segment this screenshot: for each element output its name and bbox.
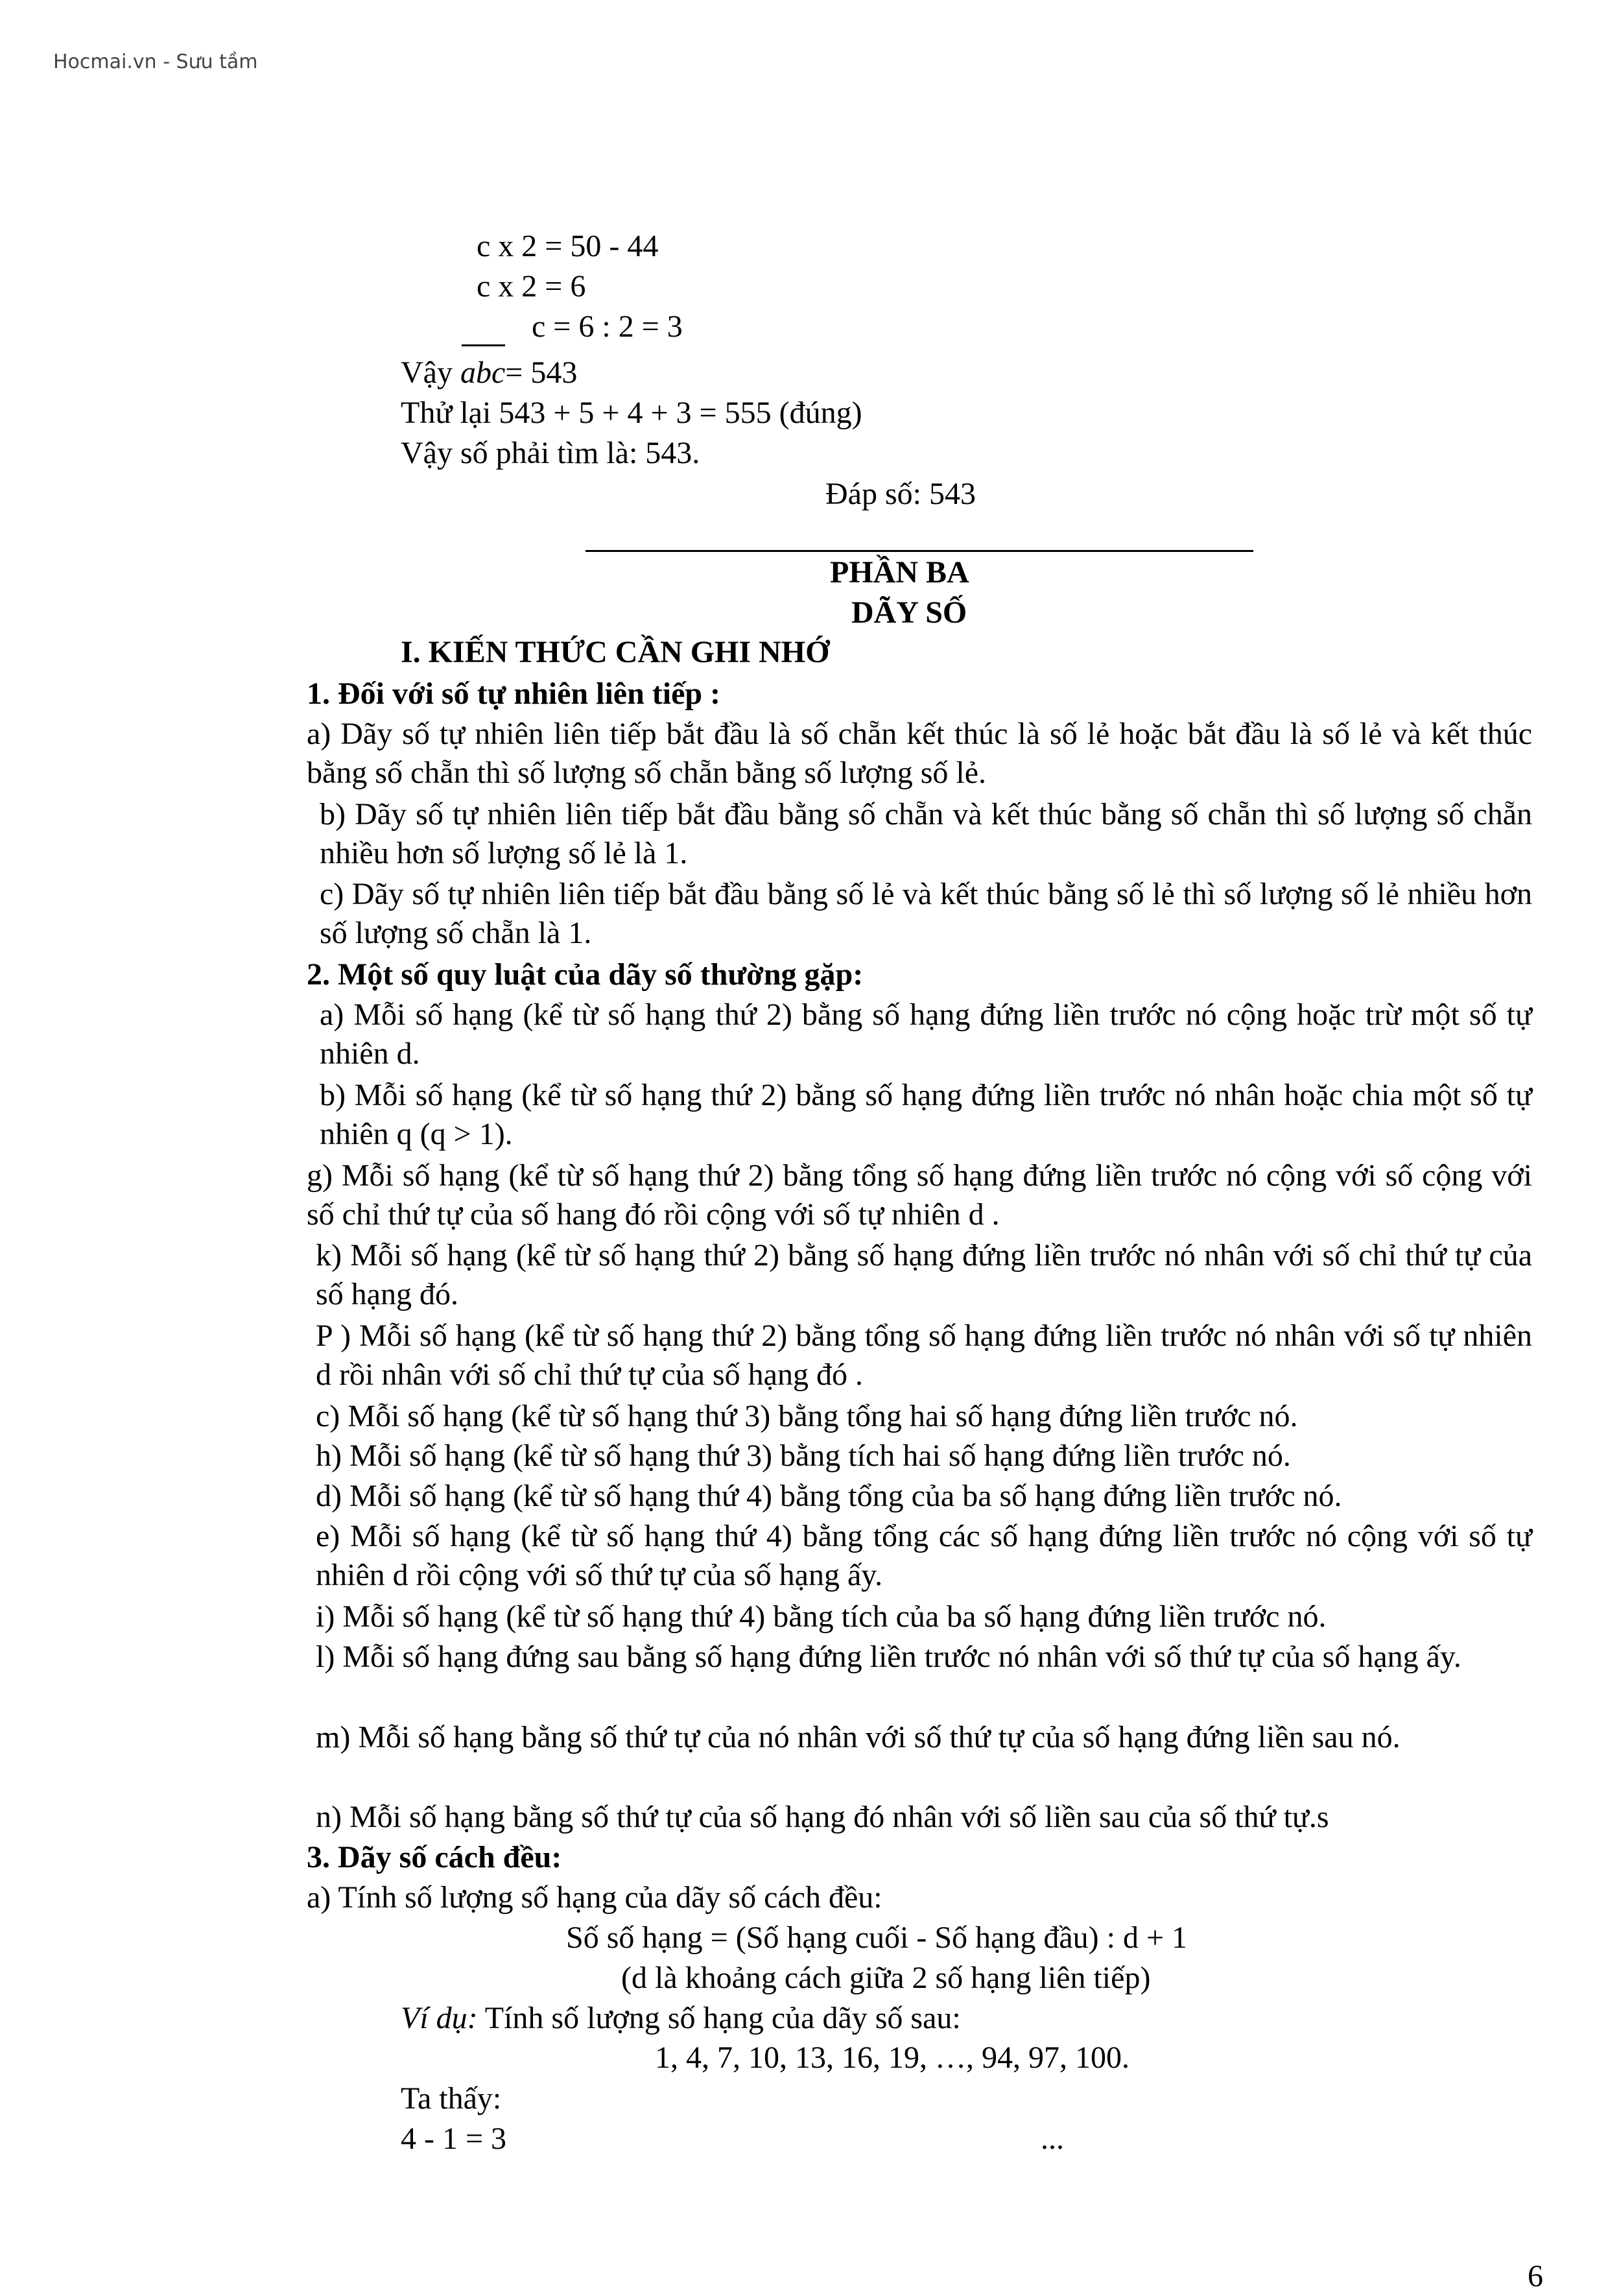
example-label: Ví dụ: — [401, 2001, 478, 2035]
page-header: Hocmai.vn - Sưu tầm — [53, 51, 258, 73]
s3-example: Ví dụ: Tính số lượng số hạng của dãy số sau: — [401, 2001, 961, 2035]
s1-item-b: b) Dãy số tự nhiên liên tiếp bắt đầu bằng số chẵn và kết thúc bằng số chẵn thì số lượng số chẵn nhiều hơn số lượng số lẻ là 1. — [320, 797, 1532, 870]
calc-line-3: c = 6 : 2 = 3 — [532, 309, 683, 344]
s3-item-a: a) Tính số lượng số hạng của dãy số cách đều: — [307, 1880, 882, 1915]
abc-overlined: abc — [460, 353, 505, 392]
s2-item-a: a) Mỗi số hạng (kể từ số hạng thứ 2) bằng số hạng đứng liền trước nó cộng hoặc trừ một số tự nhiên d. — [320, 998, 1532, 1071]
s3-ta-thay: Ta thấy: — [401, 2081, 502, 2116]
s1-heading: 1. Đối với số tự nhiên liên tiếp : — [307, 676, 721, 711]
s3-sequence: 1, 4, 7, 10, 13, 16, 19, …, 94, 97, 100. — [655, 2040, 1129, 2075]
check-line: Thử lại 543 + 5 + 4 + 3 = 555 (đúng) — [401, 396, 862, 430]
page-number: 6 — [1528, 2259, 1543, 2293]
s2-heading: 2. Một số quy luật của dãy số thường gặp: — [307, 957, 864, 992]
s1-item-c: c) Dãy số tự nhiên liên tiếp bắt đầu bằng số lẻ và kết thúc bằng số lẻ thì số lượng số lẻ nhiều hơn số lượng số chẵn là 1. — [320, 877, 1532, 950]
s3-formula-note: (d là khoảng cách giữa 2 số hạng liên tiếp) — [621, 1961, 1151, 1995]
section-divider — [585, 550, 1253, 552]
s3-heading: 3. Dãy số cách đều: — [307, 1840, 562, 1874]
s1-item-a: a) Dãy số tự nhiên liên tiếp bắt đầu là số chẵn kết thúc là số lẻ hoặc bắt đầu là số lẻ và kết thúc bằng số chẵn thì số lượng số chẵn bằng số lượng số lẻ. — [307, 717, 1532, 790]
s2-item-n: n) Mỗi số hạng bằng số thứ tự của số hạng đó nhân với số liền sau của số thứ tự.s — [316, 1800, 1329, 1834]
s2-item-b: b) Mỗi số hạng (kể từ số hạng thứ 2) bằng số hạng đứng liền trước nó nhân hoặc chia một số tự nhiên q (q > 1). — [320, 1078, 1532, 1151]
s3-difference: 4 - 1 = 3 — [401, 2122, 507, 2156]
s2-item-m: m) Mỗi số hạng bằng số thứ tự của nó nhân với số thứ tự của số hạng đứng liền sau nó. — [316, 1720, 1401, 1754]
s2-item-c: c) Mỗi số hạng (kể từ số hạng thứ 3) bằng tổng hai số hạng đứng liền trước nó. — [316, 1399, 1298, 1433]
s2-item-l: l) Mỗi số hạng đứng sau bằng số hạng đứng liền trước nó nhân với số thứ tự của số hạng ấy. — [316, 1640, 1461, 1674]
part-title: PHẦN BA — [830, 555, 969, 590]
section-heading: I. KIẾN THỨC CẦN GHI NHỚ — [401, 635, 830, 669]
s2-item-k: k) Mỗi số hạng (kể từ số hạng thứ 2) bằng số hạng đứng liền trước nó nhân với số chỉ thứ tự của số hạng đó. — [316, 1238, 1532, 1311]
s3-ellipsis: ... — [1041, 2122, 1064, 2156]
calc-line-2: c x 2 = 6 — [477, 269, 586, 304]
s2-item-e: e) Mỗi số hạng (kể từ số hạng thứ 4) bằng tổng các số hạng đứng liền trước nó cộng với số tự nhiên d rồi cộng với số thứ tự của số hạng ấy. — [316, 1519, 1532, 1592]
part-subtitle: DÃY SỐ — [851, 595, 967, 630]
answer-line: Vậy số phải tìm là: 543. — [401, 436, 700, 470]
s2-item-i: i) Mỗi số hạng (kể từ số hạng thứ 4) bằng tích của ba số hạng đứng liền trước nó. — [316, 1599, 1327, 1634]
s2-item-g: g) Mỗi số hạng (kể từ số hạng thứ 2) bằng tổng số hạng đứng liền trước nó cộng với số cộng với số chỉ thứ tự của số hang đó rồi cộng với số tự nhiên d . — [307, 1158, 1532, 1232]
final-answer: Đáp số: 543 — [825, 477, 976, 511]
calc-conclusion: Vậy abc= 543 — [401, 353, 577, 392]
s2-item-p: P ) Mỗi số hạng (kể từ số hạng thứ 2) bằng tổng số hạng đứng liền trước nó nhân với số tự nhiên d rồi nhân với số chỉ thứ tự của số hạng đó . — [316, 1319, 1532, 1392]
s2-item-d: d) Mỗi số hạng (kể từ số hạng thứ 4) bằng tổng của ba số hạng đứng liền trước nó. — [316, 1479, 1342, 1513]
s2-item-h: h) Mỗi số hạng (kể từ số hạng thứ 3) bằng tích hai số hạng đứng liền trước nó. — [316, 1439, 1291, 1473]
calc-line-1: c x 2 = 50 - 44 — [477, 229, 659, 263]
s3-formula: Số số hạng = (Số hạng cuối - Số hạng đầu) : d + 1 — [566, 1920, 1188, 1955]
